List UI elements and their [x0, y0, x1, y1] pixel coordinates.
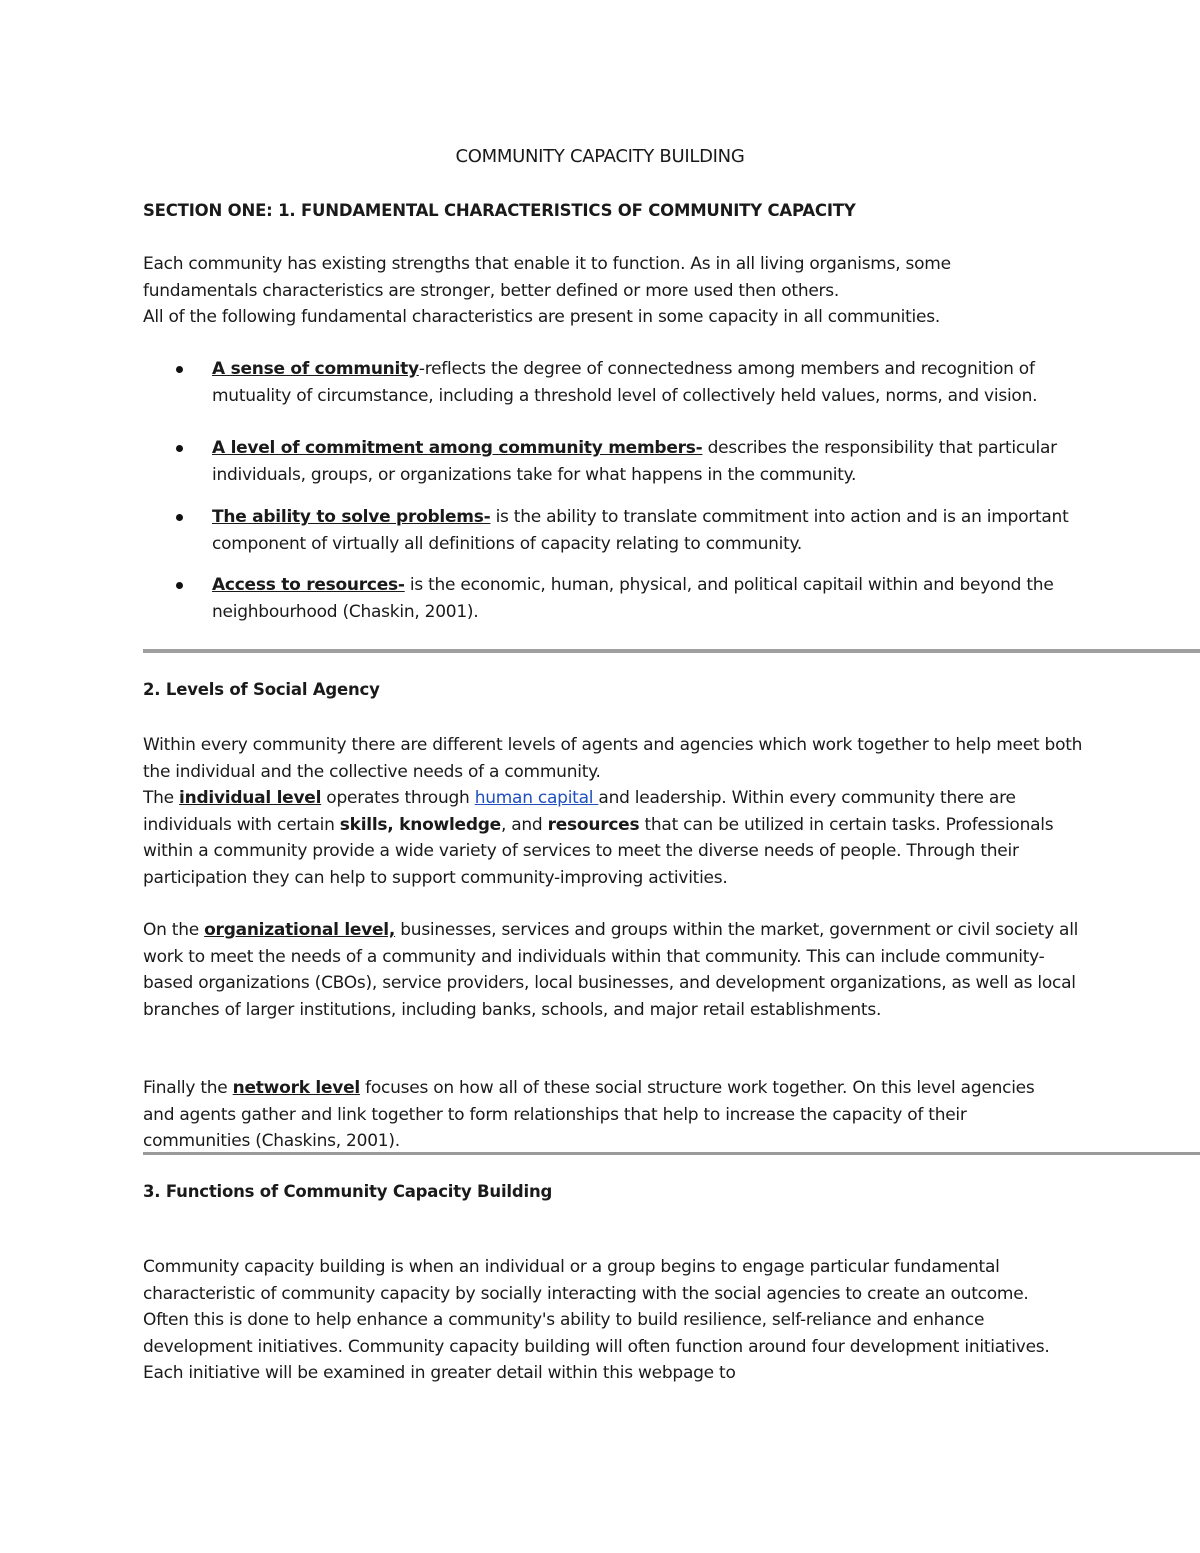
- network-level-term: network level: [232, 1078, 360, 1098]
- document-title: COMMUNITY CAPACITY BUILDING: [455, 146, 745, 167]
- bullet-text: -reflects the degree of connectedness among members and recognition of mutuality of circumstance, including a threshold level of collectively held values, norms, and vision.: [212, 359, 1038, 406]
- bullet-icon: [176, 582, 183, 589]
- bullet-term: A level of commitment among community members-: [212, 438, 703, 458]
- individual-level-term: individual level: [179, 788, 322, 808]
- section-two-p1: Within every community there are different levels of agents and agencies which work together to help meet both the individual and the collective needs of a community.: [143, 735, 1083, 782]
- intro-line-1: Each community has existing strengths that enable it to function. As in all living organisms, some: [143, 254, 951, 274]
- bullet-term: Access to resources-: [212, 575, 405, 595]
- section-two-p3: [143, 917, 1083, 1023]
- section-divider: [143, 1152, 1200, 1155]
- text-span: , and: [500, 814, 548, 835]
- section-divider: [143, 649, 1200, 653]
- section-one-intro: [143, 251, 1143, 331]
- text-span: Finally the: [143, 1078, 233, 1098]
- list-item: [143, 572, 1083, 625]
- section-three-p1: Community capacity building is when an individual or a group begins to engage particular fundamental characteristic of community capacity by socially interacting with the social agencies to create an outcome. Often this is done to help enhance a community's ability to build resilience, self-reliance and enhance development initiatives. Community capacity building will often function around four development initiatives. Each initiative will be examined in greater detail within this webpage to: [143, 1257, 1050, 1383]
- section-two-p4: [143, 1075, 1068, 1155]
- text-span: and leadership. Within every community there are individuals with certain: [143, 788, 1016, 835]
- list-item: [143, 356, 1083, 409]
- bullet-icon: [176, 514, 183, 521]
- bold-text: resources: [547, 814, 640, 835]
- section-three-heading: 3. Functions of Community Capacity Building: [143, 1182, 553, 1201]
- bullet-icon: [176, 445, 183, 452]
- bullet-icon: [176, 366, 183, 373]
- section-two-p2: [143, 785, 1088, 891]
- bold-text: skills, knowledge: [339, 814, 501, 835]
- bullet-text: is the economic, human, physical, and political capitail within and beyond the neighbourhood (Chaskin, 2001).: [212, 575, 1054, 622]
- text-span: that can be utilized in certain tasks. Professionals within a community provide a wide variety of services to meet the diverse needs of people. Through their participation they can help to support community-improving activities.: [143, 814, 1054, 888]
- text-span: operates through: [321, 788, 475, 808]
- bullet-term: The ability to solve problems-: [212, 507, 491, 527]
- text-span: The: [143, 788, 180, 808]
- intro-line-3: All of the following fundamental characteristics are present in some capacity in all communities.: [143, 307, 940, 327]
- human-capital-link[interactable]: human capital: [474, 788, 599, 808]
- section-two-heading: 2. Levels of Social Agency: [143, 680, 380, 699]
- list-item: [143, 504, 1083, 557]
- organizational-level-term: organizational level,: [204, 920, 396, 940]
- bullet-text: describes the responsibility that particular individuals, groups, or organizations take for what happens in the community.: [212, 438, 1057, 485]
- bullet-term: A sense of community: [212, 359, 419, 379]
- text-span: On the: [143, 920, 205, 940]
- text-span: focuses on how all of these social structure work together. On this level agencies and agents gather and link together to form relationships that help to increase the capacity of their communities (Chaskins, 2001).: [143, 1078, 1035, 1151]
- text-span: businesses, services and groups within the market, government or civil society all work to meet the needs of a community and individuals within that community. This can include community-based organizations (CBOs), service providers, local businesses, and development organizations, as well as local branches of larger institutions, including banks, schools, and major retail establishments.: [143, 920, 1079, 1020]
- list-item: [143, 435, 1083, 488]
- intro-line-2: fundamentals characteristics are stronger, better defined or more used then others.: [143, 280, 840, 301]
- section-one-heading: SECTION ONE: 1. FUNDAMENTAL CHARACTERISTICS OF COMMUNITY CAPACITY: [143, 201, 856, 220]
- bullet-text: is the ability to translate commitment into action and is an important component of virtually all definitions of capacity relating to community.: [212, 507, 1069, 554]
